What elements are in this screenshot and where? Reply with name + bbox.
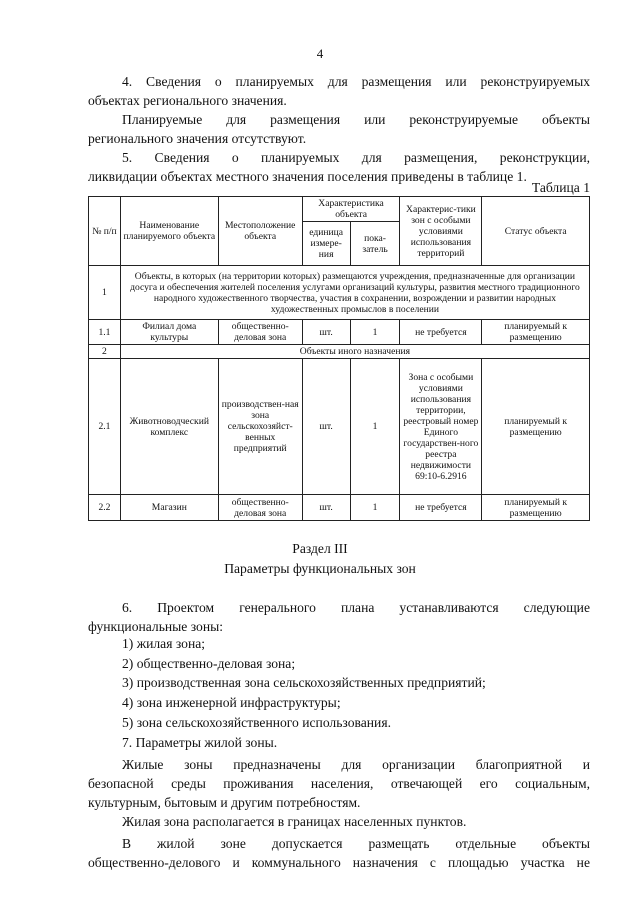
row-1-1-unit: шт. [302, 320, 350, 345]
section-7-p1-line-2: безопасной среды проживания населения, отвечающей его социальным, [88, 776, 590, 791]
section-4-paragraph [88, 72, 590, 148]
section-7-paragraph-3 [88, 834, 590, 872]
row-2-1-unit: шт. [302, 359, 350, 495]
table-row-1-1 [89, 320, 590, 345]
table-row-2-1 [89, 359, 590, 495]
section-7-p1-line-3: культурным, бытовым и другим потребностям. [88, 795, 361, 810]
zone-list-item-4: 4) зона инженерной инфраструктуры; [122, 695, 341, 710]
group-1-num: 1 [89, 266, 121, 320]
row-2-2-zones: не требуется [400, 495, 482, 521]
section-5-paragraph [88, 148, 590, 186]
row-1-1-num: 1.1 [89, 320, 121, 345]
table-label: Таблица 1 [531, 180, 590, 195]
table-row-group-1 [89, 266, 590, 320]
section-6-line-1: 6. Проектом генерального плана устанавливаются следующие [122, 600, 590, 615]
row-2-2-name: Магазин [120, 495, 218, 521]
header-status: Статус объекта [482, 197, 590, 266]
row-1-1-status: планируемый к размещению [482, 320, 590, 345]
header-num: № п/п [89, 197, 121, 266]
section-4-line-2: объектах регионального значения. [88, 93, 287, 108]
row-2-1-status: планируемый к размещению [482, 359, 590, 495]
section-7-paragraph-1 [88, 755, 590, 812]
zone-list-item-5: 5) зона сельскохозяйственного использования. [122, 715, 391, 730]
section-7-p1-line-1: Жилые зоны предназначены для организации благоприятной и [122, 757, 590, 772]
row-1-1-location: общественно-деловая зона [218, 320, 302, 345]
row-1-1-indicator: 1 [350, 320, 400, 345]
section-4-line-1: 4. Сведения о планируемых для размещения или реконструируемых [122, 74, 590, 89]
header-characteristic: Характеристика объекта [302, 197, 400, 222]
section-7-p3-line-1: В жилой зоне допускается размещать отдельные объекты [122, 836, 590, 851]
section-subtitle: Параметры функциональных зон [224, 561, 416, 576]
zone-list-item-3: 3) производственная зона сельскохозяйственных предприятий; [122, 675, 486, 690]
row-2-1-num: 2.1 [89, 359, 121, 495]
section-6-paragraph [88, 598, 590, 636]
section-4-line-3: Планируемые для размещения или реконструируемые объекты [122, 112, 590, 127]
header-indicator: пока-затель [350, 222, 400, 266]
header-name: Наименование планируемого объекта [120, 197, 218, 266]
section-4-line-4: регионального значения отсутствуют. [88, 131, 307, 146]
section-7-paragraph-2: Жилая зона располагается в границах населенных пунктов. [122, 814, 467, 829]
group-2-text: Объекты иного назначения [120, 345, 589, 359]
header-location: Местоположение объекта [218, 197, 302, 266]
row-2-1-indicator: 1 [350, 359, 400, 495]
row-2-1-name: Животноводческий комплекс [120, 359, 218, 495]
section-6-line-2: функциональные зоны: [88, 619, 224, 634]
table-row-group-2 [89, 345, 590, 359]
group-1-text: Объекты, в которых (на территории которых) размещаются учреждения, предназначенные для организации досуга и обеспечения жителей поселения услугами организаций культуры, развития местного традиционного народного художественного творчества, участия в сохранении, возрождении и развитии народных художественных промыслов в поселении [120, 266, 589, 320]
row-2-2-num: 2.2 [89, 495, 121, 521]
zone-list-item-2: 2) общественно-деловая зона; [122, 656, 296, 671]
row-2-2-unit: шт. [302, 495, 350, 521]
section-title: Раздел III [292, 541, 348, 556]
row-2-2-location: общественно-деловая зона [218, 495, 302, 521]
section-5-line-2: ликвидации объектах местного значения поселения приведены в таблице 1. [88, 169, 527, 184]
section-5-line-1: 5. Сведения о планируемых для размещения, реконструкции, [122, 150, 590, 165]
row-1-1-zones: не требуется [400, 320, 482, 345]
objects-table [88, 196, 590, 521]
row-2-1-location: производствен-ная зона сельскохозяйст-венных предприятий [218, 359, 302, 495]
table-header-row [89, 197, 590, 222]
section-7-title: 7. Параметры жилой зоны. [122, 735, 278, 750]
zone-list-item-1: 1) жилая зона; [122, 636, 206, 651]
group-2-num: 2 [89, 345, 121, 359]
row-2-2-status: планируемый к размещению [482, 495, 590, 521]
row-1-1-name: Филиал дома культуры [120, 320, 218, 345]
table-row-2-2 [89, 495, 590, 521]
row-2-1-zones: Зона с особыми условиями использования территории, реестровый номер Единого государствен-ного реестра недвижимости 69:10-6.2916 [400, 359, 482, 495]
section-7-p3-line-2: общественно-делового и коммунального назначения с площадью участка не [88, 855, 590, 870]
header-zones: Характерис-тики зон с особыми условиями использования территорий [400, 197, 482, 266]
row-2-2-indicator: 1 [350, 495, 400, 521]
header-unit: единица измере-ния [302, 222, 350, 266]
page-number: 4 [316, 46, 324, 61]
